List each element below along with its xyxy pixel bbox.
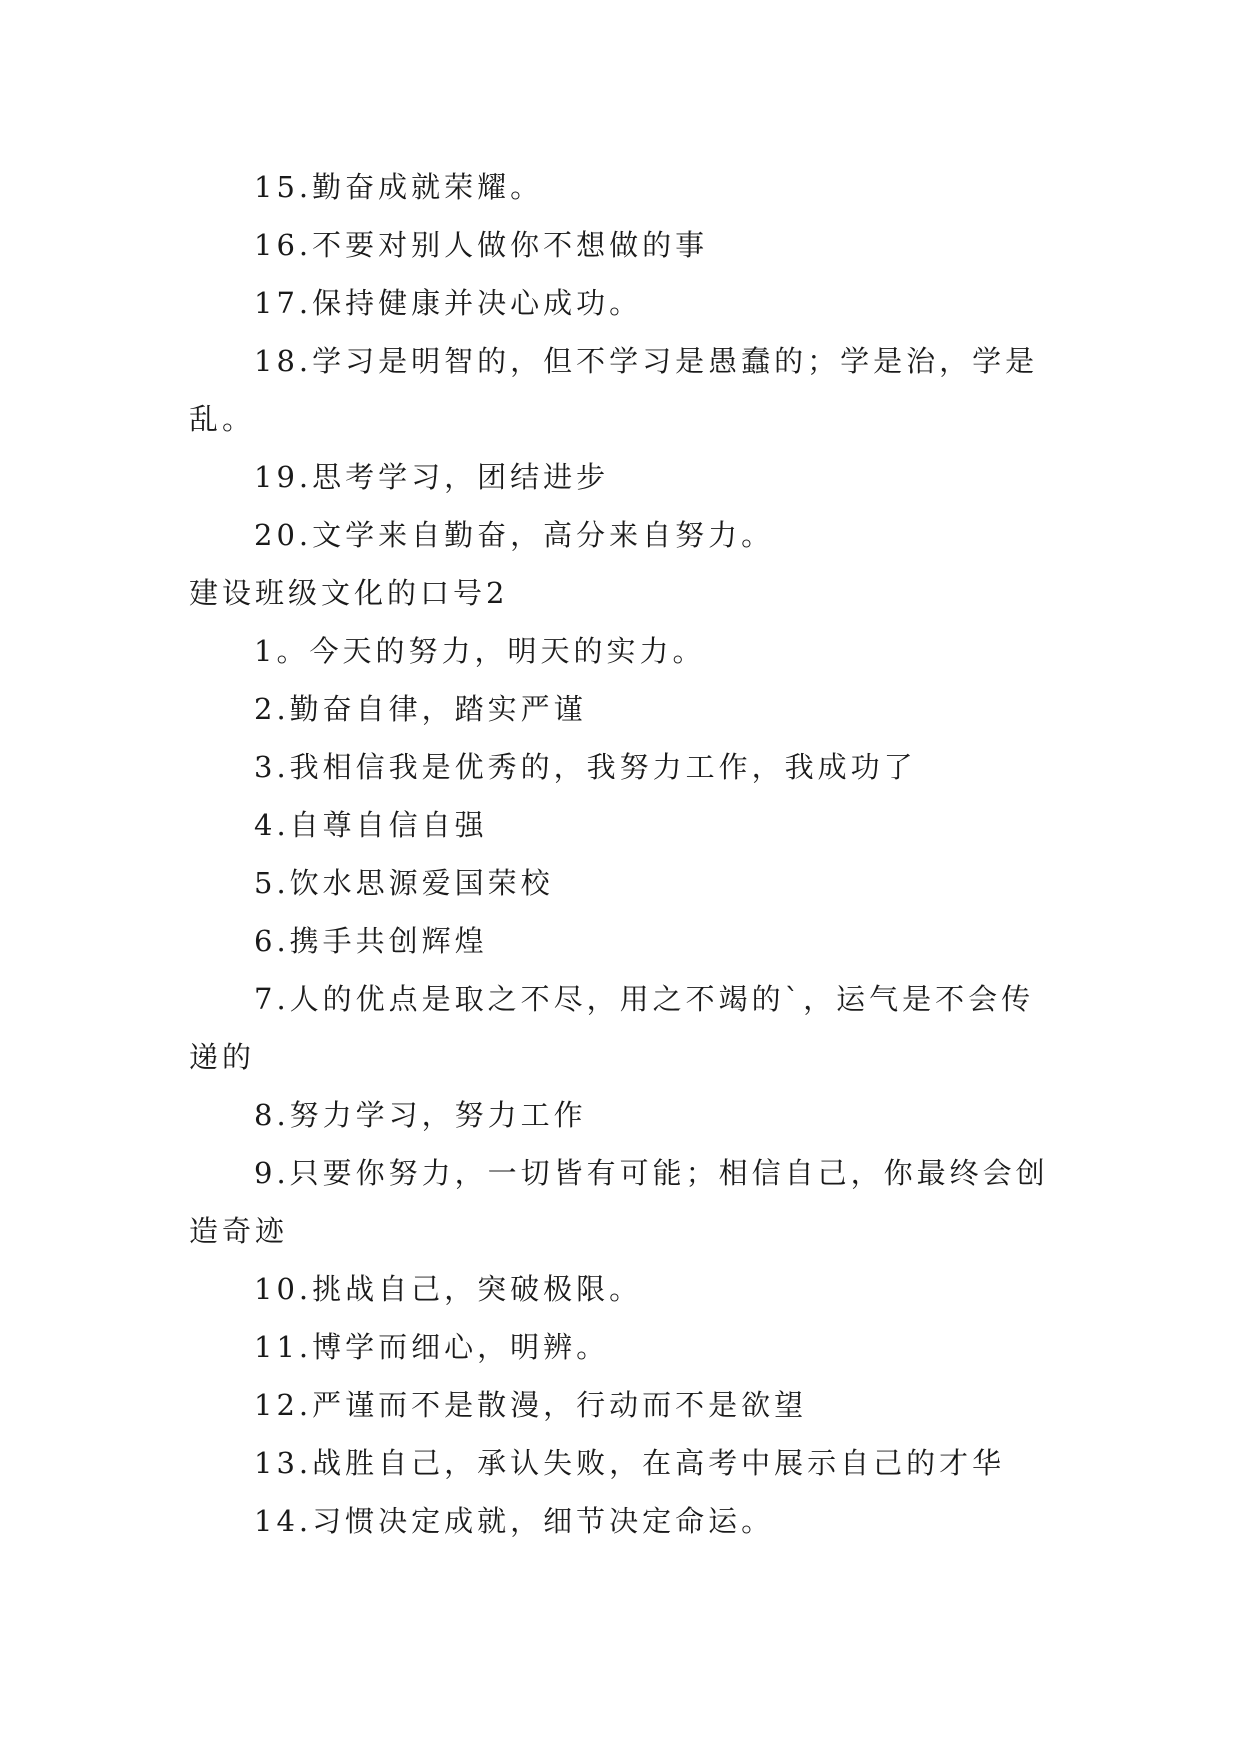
- list-item-4: 4.自尊自信自强: [254, 808, 488, 842]
- list-item-14: 14.习惯决定成就，细节决定命运。: [254, 1504, 775, 1538]
- list-item-20: 20.文学来自勤奋，高分来自努力。: [254, 518, 775, 552]
- document-body: [189, 158, 1057, 1550]
- list-item-6: 6.携手共创辉煌: [254, 924, 488, 958]
- list-item-18: 18.学习是明智的，但不学习是愚蠢的；学是治，学是: [254, 344, 1039, 378]
- list-item-13: 13.战胜自己，承认失败，在高考中展示自己的才华: [254, 1446, 1006, 1480]
- list-item-5: 5.饮水思源爱国荣校: [254, 866, 554, 900]
- list-item-15: 15.勤奋成就荣耀。: [254, 170, 544, 204]
- list-item-11: 11.博学而细心，明辨。: [254, 1330, 610, 1364]
- list-item-19: 19.思考学习，团结进步: [254, 460, 610, 494]
- list-item-9: 9.只要你努力，一切皆有可能；相信自己，你最终会创: [254, 1156, 1049, 1190]
- list-item-16: 16.不要对别人做你不想做的事: [254, 228, 709, 262]
- list-item-7: 7.人的优点是取之不尽，用之不竭的`，运气是不会传: [254, 982, 1035, 1016]
- list-item-10: 10.挑战自己，突破极限。: [254, 1272, 643, 1306]
- list-item-18-continuation: 乱。: [189, 402, 256, 436]
- list-item-3: 3.我相信我是优秀的，我努力工作，我成功了: [254, 750, 917, 784]
- section-heading: 建设班级文化的口号2: [189, 576, 509, 610]
- list-item-7-continuation: 递的: [189, 1040, 256, 1074]
- list-item-2: 2.勤奋自律，踏实严谨: [254, 692, 587, 726]
- list-item-9-continuation: 造奇迹: [189, 1214, 289, 1248]
- list-item-17: 17.保持健康并决心成功。: [254, 286, 643, 320]
- list-item-1: 1。今天的努力，明天的实力。: [254, 634, 706, 668]
- list-item-8: 8.努力学习，努力工作: [254, 1098, 587, 1132]
- list-item-12: 12.严谨而不是散漫，行动而不是欲望: [254, 1388, 808, 1422]
